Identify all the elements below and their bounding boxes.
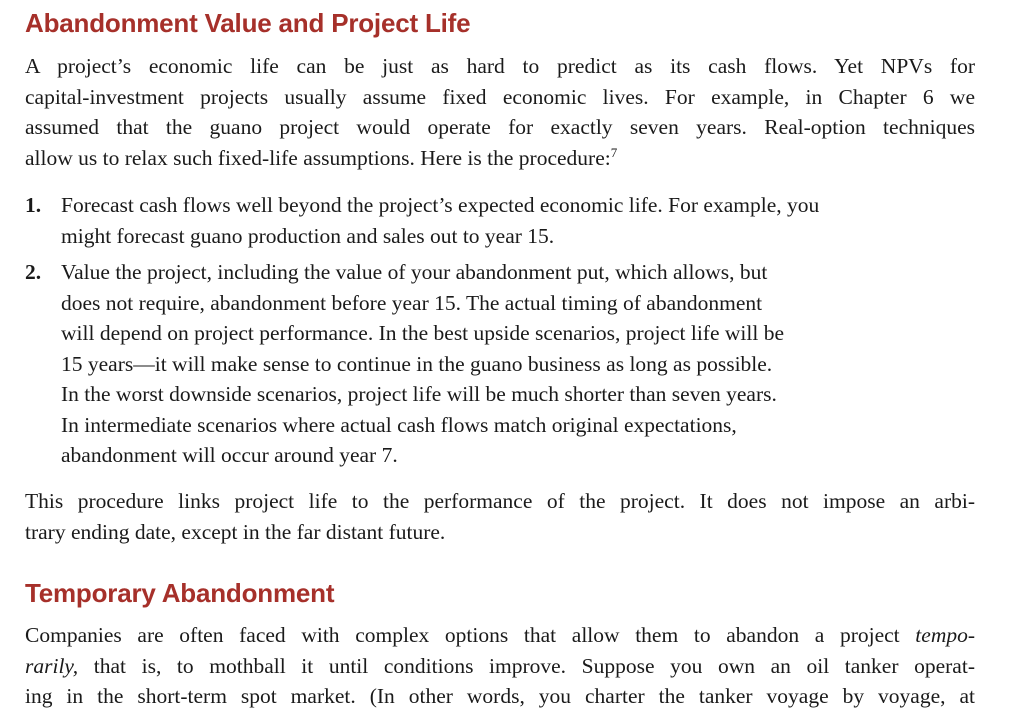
closing-paragraph (25, 486, 975, 547)
section-heading-temporary-abandonment: Temporary Abandonment (25, 578, 335, 608)
emphasis-text: rarily, (25, 653, 79, 678)
procedure-item-2 (25, 257, 975, 471)
procedure-item-1 (25, 190, 975, 251)
procedure-line: abandonment will occur around year 7. (61, 443, 398, 467)
paragraph-line (25, 620, 975, 651)
procedure-line: 15 years—it will make sense to continue in the guano business as long as possible. (61, 351, 773, 376)
temporary-abandonment-paragraph (25, 620, 975, 712)
procedure-line: In the worst downside scenarios, project life will be much shorter than seven years. (61, 382, 777, 406)
procedure-number: 1. (25, 193, 42, 217)
footnote-marker[interactable]: 7 (610, 144, 618, 160)
procedure-list (25, 190, 975, 471)
intro-line-last (25, 143, 975, 174)
closing-line: This procedure links project life to the performance of the project. It does not impose an arbi- (25, 489, 975, 513)
emphasis-text: tempo- (915, 623, 975, 647)
closing-line: trary ending date, except in the far distant future. (25, 519, 446, 544)
section-heading-abandonment-value: Abandonment Value and Project Life (25, 8, 471, 38)
procedure-number: 2. (25, 260, 42, 284)
procedure-line: In intermediate scenarios where actual cash flows match original expectations, (61, 412, 737, 437)
procedure-line: does not require, abandonment before year 15. The actual timing of abandonment (61, 290, 763, 315)
intro-line: capital-investment projects usually assume fixed economic lives. For example, in Chapter 6 we (25, 84, 975, 109)
intro-line: A project’s economic life can be just as hard to predict as its cash flows. Yet NPVs for (25, 54, 975, 78)
paragraph-text: Companies are often faced with complex options that allow them to abandon a project (25, 623, 916, 647)
paragraph-line (25, 651, 975, 682)
procedure-line: Forecast cash flows well beyond the project’s expected economic life. For example, you (61, 193, 820, 217)
procedure-line: might forecast guano production and sales out to year 15. (61, 223, 555, 248)
paragraph-text: that is, to mothball it until conditions improve. Suppose you own an oil tanker operat- (78, 653, 975, 678)
paragraph-line: ing in the short-term spot market. (In other words, you charter the tanker voyage by voyage, at (25, 684, 975, 708)
intro-line: assumed that the guano project would operate for exactly seven years. Real-option techniques (25, 115, 975, 139)
procedure-line: will depend on project performance. In the best upside scenarios, project life will be (61, 321, 784, 345)
intro-paragraph (25, 51, 975, 173)
procedure-line: Value the project, including the value of your abandonment put, which allows, but (61, 260, 768, 284)
intro-line-text: allow us to relax such fixed-life assumptions. Here is the procedure: (25, 145, 611, 170)
